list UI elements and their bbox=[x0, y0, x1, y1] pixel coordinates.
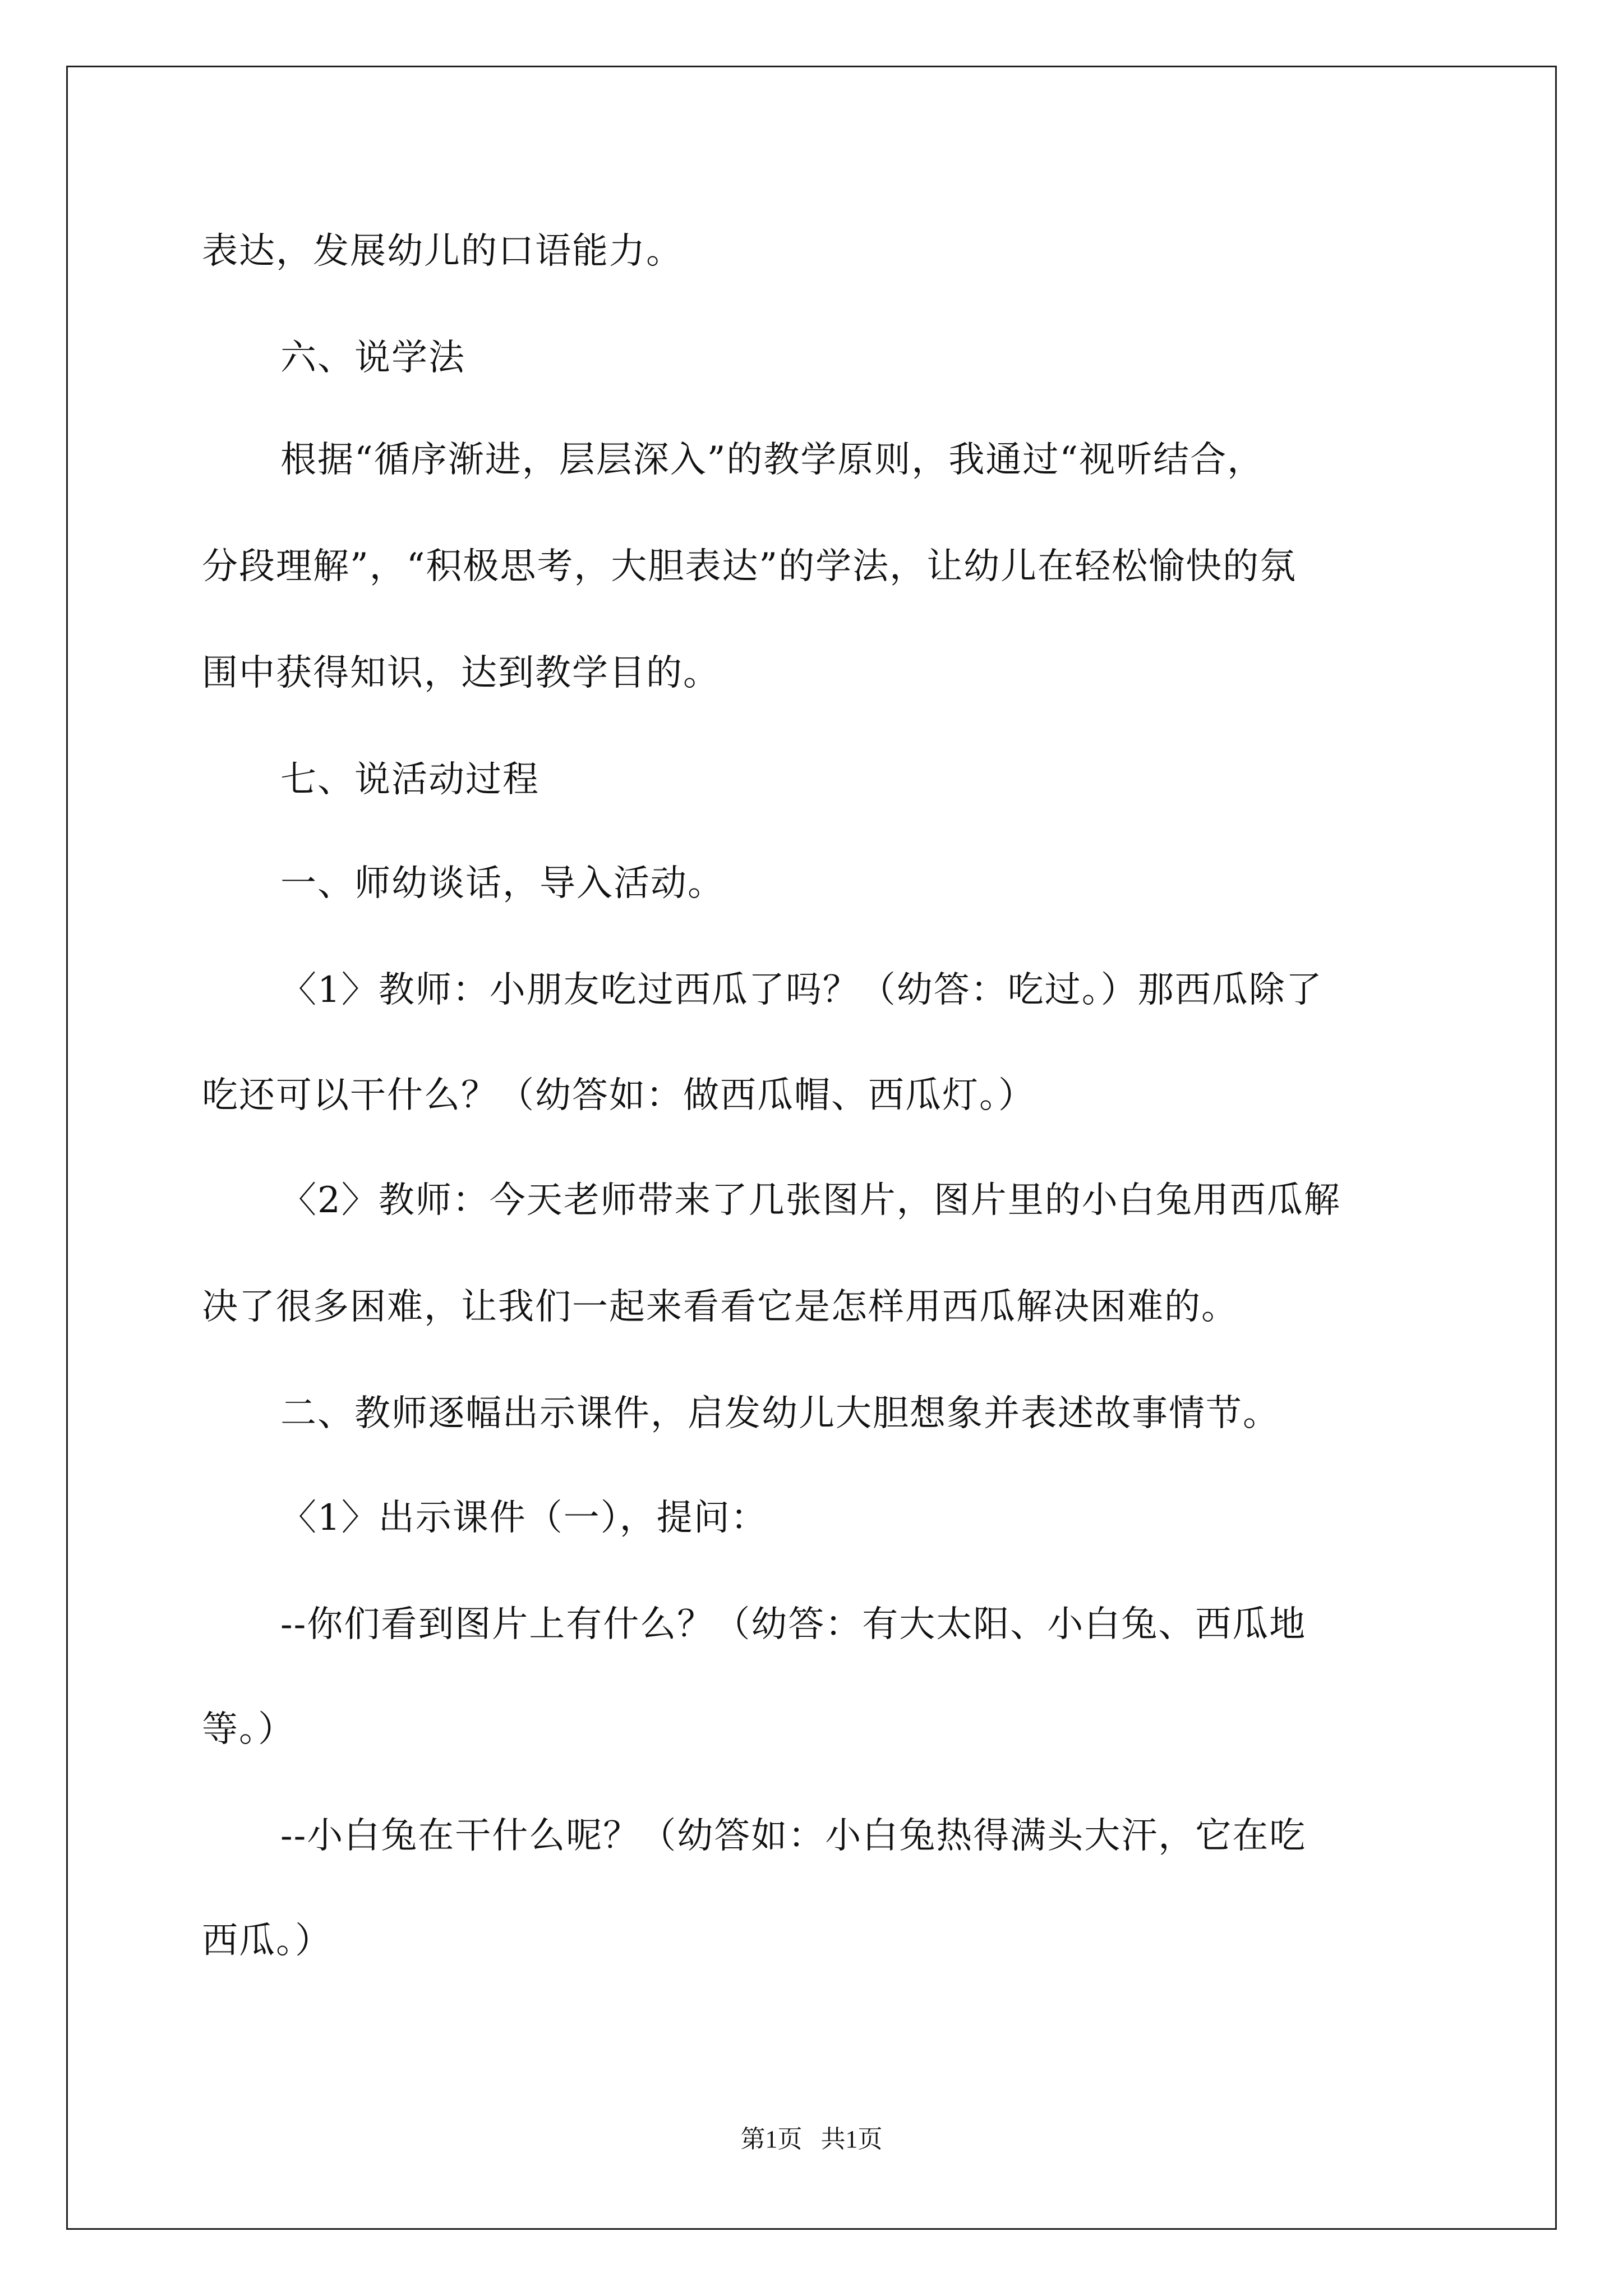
text-line-5: 围中获得知识，达到教学目的。 bbox=[202, 652, 720, 694]
text-line-12: 二、教师逐幅出示课件，启发幼儿大胆想象并表述故事情节。 bbox=[280, 1393, 1280, 1434]
text-line-11: 决了很多困难，让我们一起来看看它是怎样用西瓜解决困难的。 bbox=[202, 1286, 1238, 1328]
page-border bbox=[66, 66, 1557, 2230]
text-line-17: 西瓜。） bbox=[202, 1920, 332, 1962]
section-heading-study-methods: 六、说学法 bbox=[280, 337, 465, 379]
text-line-13: 〈1〉出示课件（一），提问： bbox=[280, 1497, 768, 1539]
page-number-footer: 第1页 共1页 bbox=[740, 2125, 883, 2153]
text-line-8: 〈1〉教师：小朋友吃过西瓜了吗？（幼答：吃过。）那西瓜除了 bbox=[280, 969, 1323, 1011]
text-line-3: 根据“循序渐进，层层深入”的教学原则，我通过“视听结合， bbox=[280, 439, 1265, 481]
text-line-15: 等。） bbox=[202, 1709, 295, 1750]
text-line-16: --小白兔在干什么呢？（幼答如：小白兔热得满头大汗，它在吃 bbox=[280, 1815, 1307, 1857]
text-line-4: 分段理解”，“积极思考，大胆表达”的学法，让幼儿在轻松愉快的氛 bbox=[202, 546, 1297, 587]
text-line-14: --你们看到图片上有什么？（幼答：有大太阳、小白兔、西瓜地 bbox=[280, 1604, 1307, 1645]
text-line-9: 吃还可以干什么？（幼答如：做西瓜帽、西瓜灯。） bbox=[202, 1075, 1035, 1116]
text-line-7: 一、师幼谈话，导入活动。 bbox=[280, 863, 725, 904]
text-line-10: 〈2〉教师：今天老师带来了几张图片，图片里的小白兔用西瓜解 bbox=[280, 1180, 1341, 1221]
section-heading-activity-process: 七、说活动过程 bbox=[280, 759, 540, 800]
text-line-1: 表达，发展幼儿的口语能力。 bbox=[202, 231, 683, 272]
